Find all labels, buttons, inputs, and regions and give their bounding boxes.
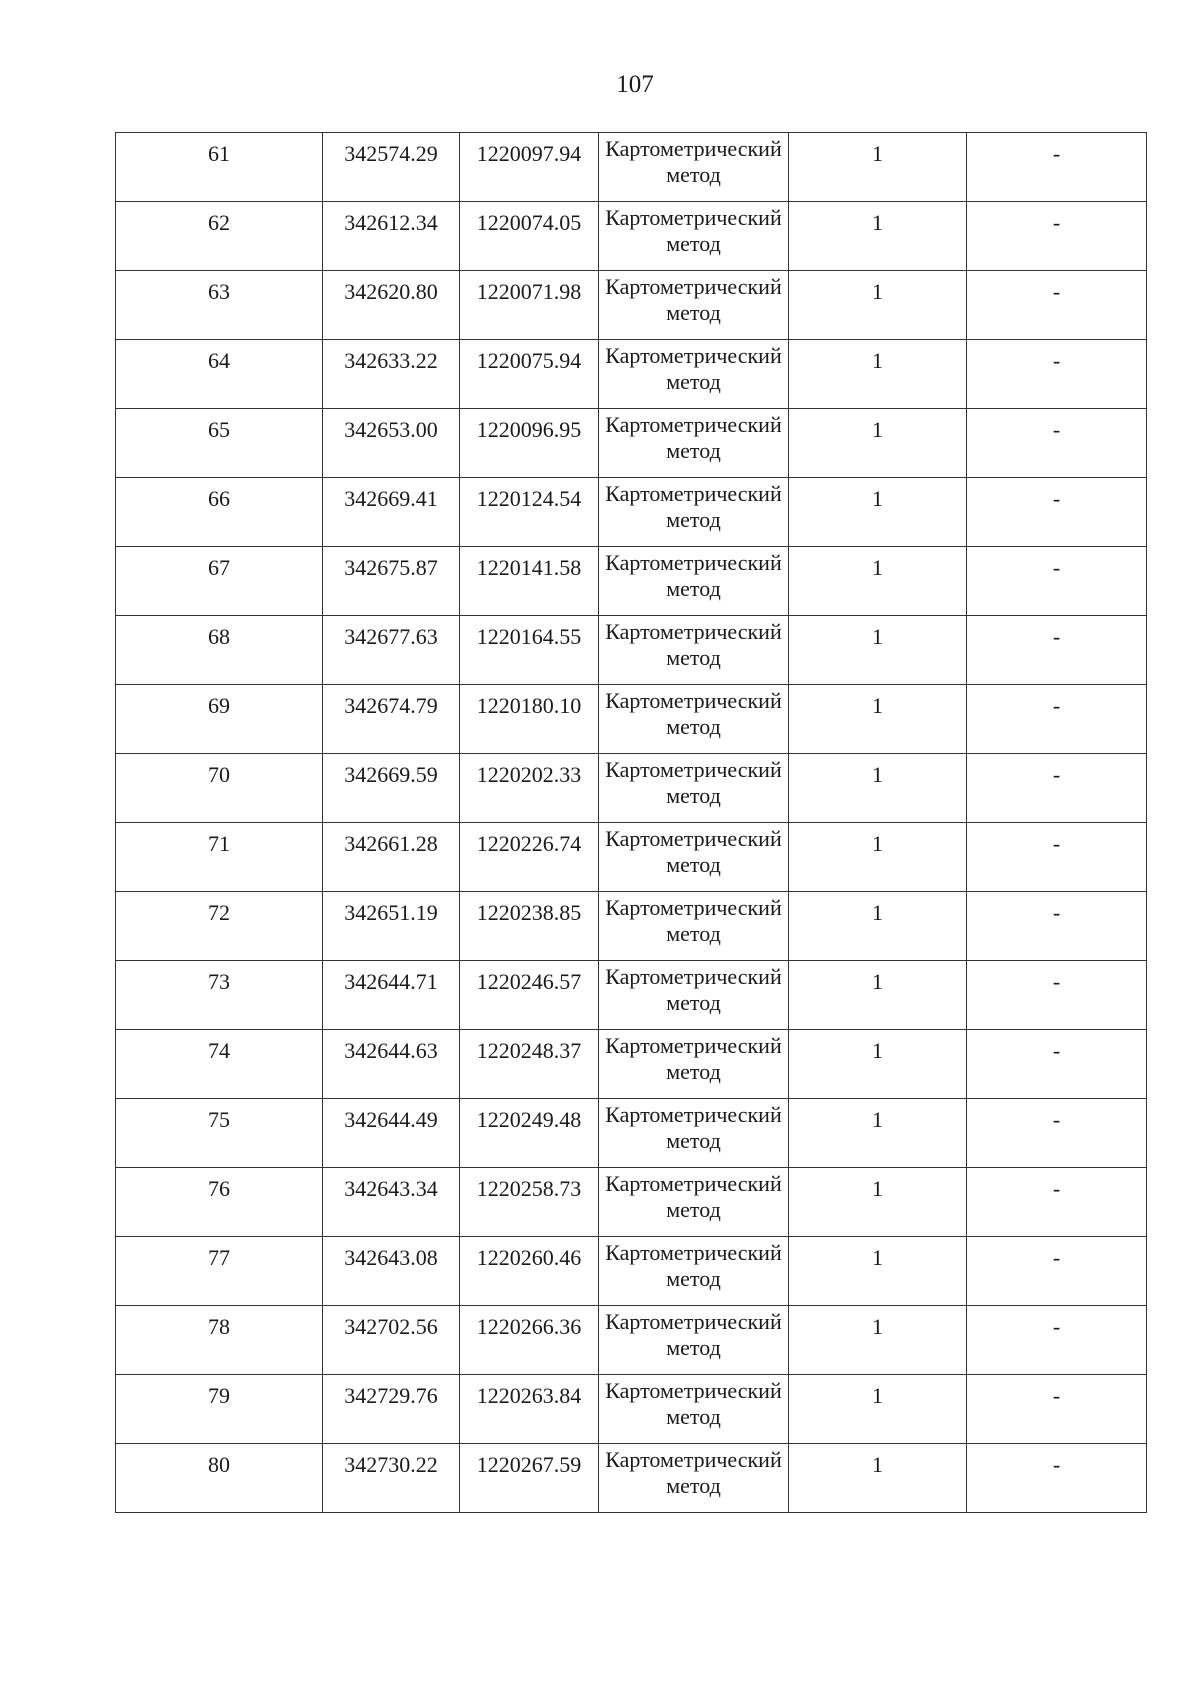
method-text: Картометрический метод [605,1033,782,1084]
table-row [116,340,1147,409]
method-cell [599,133,789,202]
method-text: Картометрический метод [605,343,782,394]
x-coordinate-cell: 342643.08 [323,1237,460,1306]
x-coordinate-cell: 342729.76 [323,1375,460,1444]
y-coordinate-cell: 1220238.85 [460,892,599,961]
method-cell [599,340,789,409]
method-text: Картометрический метод [605,1240,782,1291]
description-cell: - [967,823,1147,892]
point-number-cell: 66 [116,478,323,547]
accuracy-cell: 1 [789,340,967,409]
y-coordinate-cell: 1220097.94 [460,133,599,202]
y-coordinate-cell: 1220071.98 [460,271,599,340]
description-cell: - [967,1237,1147,1306]
point-number-cell: 65 [116,409,323,478]
method-cell [599,685,789,754]
method-cell [599,271,789,340]
table-row [116,1099,1147,1168]
accuracy-cell: 1 [789,1030,967,1099]
y-coordinate-cell: 1220246.57 [460,961,599,1030]
point-number-cell: 67 [116,547,323,616]
y-coordinate-cell: 1220267.59 [460,1444,599,1513]
description-cell: - [967,478,1147,547]
y-coordinate-cell: 1220075.94 [460,340,599,409]
table-row [116,1444,1147,1513]
method-text: Картометрический метод [605,964,782,1015]
table-row [116,961,1147,1030]
point-number-cell: 62 [116,202,323,271]
accuracy-cell: 1 [789,1168,967,1237]
method-cell [599,616,789,685]
coordinates-table-body [116,133,1147,1513]
accuracy-cell: 1 [789,685,967,754]
point-number-cell: 74 [116,1030,323,1099]
x-coordinate-cell: 342675.87 [323,547,460,616]
y-coordinate-cell: 1220141.58 [460,547,599,616]
accuracy-cell: 1 [789,271,967,340]
point-number-cell: 70 [116,754,323,823]
y-coordinate-cell: 1220249.48 [460,1099,599,1168]
accuracy-cell: 1 [789,1099,967,1168]
method-text: Картометрический метод [605,895,782,946]
x-coordinate-cell: 342730.22 [323,1444,460,1513]
description-cell: - [967,1099,1147,1168]
method-text: Картометрический метод [605,619,782,670]
y-coordinate-cell: 1220202.33 [460,754,599,823]
y-coordinate-cell: 1220164.55 [460,616,599,685]
y-coordinate-cell: 1220096.95 [460,409,599,478]
table-row [116,1306,1147,1375]
accuracy-cell: 1 [789,823,967,892]
method-text: Картометрический метод [605,1378,782,1429]
method-text: Картометрический метод [605,688,782,739]
description-cell: - [967,1306,1147,1375]
method-text: Картометрический метод [605,1447,782,1498]
method-cell [599,961,789,1030]
y-coordinate-cell: 1220260.46 [460,1237,599,1306]
method-text: Картометрический метод [605,826,782,877]
table-row [116,892,1147,961]
point-number-cell: 77 [116,1237,323,1306]
x-coordinate-cell: 342677.63 [323,616,460,685]
method-cell [599,892,789,961]
method-text: Картометрический метод [605,136,782,187]
accuracy-cell: 1 [789,754,967,823]
description-cell: - [967,340,1147,409]
method-text: Картометрический метод [605,412,782,463]
table-row [116,1168,1147,1237]
accuracy-cell: 1 [789,961,967,1030]
point-number-cell: 69 [116,685,323,754]
point-number-cell: 61 [116,133,323,202]
x-coordinate-cell: 342612.34 [323,202,460,271]
method-cell [599,1306,789,1375]
method-text: Картометрический метод [605,757,782,808]
description-cell: - [967,754,1147,823]
point-number-cell: 78 [116,1306,323,1375]
coordinates-table [115,132,1147,1513]
point-number-cell: 68 [116,616,323,685]
description-cell: - [967,133,1147,202]
x-coordinate-cell: 342644.63 [323,1030,460,1099]
point-number-cell: 63 [116,271,323,340]
table-row [116,202,1147,271]
accuracy-cell: 1 [789,1306,967,1375]
accuracy-cell: 1 [789,616,967,685]
method-cell [599,1030,789,1099]
description-cell: - [967,547,1147,616]
x-coordinate-cell: 342669.59 [323,754,460,823]
description-cell: - [967,1375,1147,1444]
x-coordinate-cell: 342643.34 [323,1168,460,1237]
point-number-cell: 75 [116,1099,323,1168]
description-cell: - [967,892,1147,961]
table-row [116,1030,1147,1099]
table-row [116,616,1147,685]
accuracy-cell: 1 [789,202,967,271]
x-coordinate-cell: 342674.79 [323,685,460,754]
accuracy-cell: 1 [789,892,967,961]
accuracy-cell: 1 [789,1237,967,1306]
method-cell [599,1375,789,1444]
point-number-cell: 72 [116,892,323,961]
description-cell: - [967,685,1147,754]
point-number-cell: 79 [116,1375,323,1444]
table-row [116,1375,1147,1444]
method-cell [599,478,789,547]
x-coordinate-cell: 342651.19 [323,892,460,961]
accuracy-cell: 1 [789,547,967,616]
method-text: Картометрический метод [605,205,782,256]
accuracy-cell: 1 [789,1444,967,1513]
point-number-cell: 71 [116,823,323,892]
table-row [116,478,1147,547]
x-coordinate-cell: 342620.80 [323,271,460,340]
y-coordinate-cell: 1220074.05 [460,202,599,271]
y-coordinate-cell: 1220248.37 [460,1030,599,1099]
y-coordinate-cell: 1220124.54 [460,478,599,547]
x-coordinate-cell: 342574.29 [323,133,460,202]
method-text: Картометрический метод [605,1309,782,1360]
description-cell: - [967,1444,1147,1513]
y-coordinate-cell: 1220258.73 [460,1168,599,1237]
description-cell: - [967,1030,1147,1099]
description-cell: - [967,1168,1147,1237]
method-cell [599,1237,789,1306]
method-cell [599,1168,789,1237]
x-coordinate-cell: 342633.22 [323,340,460,409]
method-cell [599,409,789,478]
x-coordinate-cell: 342653.00 [323,409,460,478]
x-coordinate-cell: 342702.56 [323,1306,460,1375]
x-coordinate-cell: 342661.28 [323,823,460,892]
method-cell [599,754,789,823]
description-cell: - [967,202,1147,271]
description-cell: - [967,271,1147,340]
table-row [116,547,1147,616]
y-coordinate-cell: 1220180.10 [460,685,599,754]
point-number-cell: 64 [116,340,323,409]
table-row [116,271,1147,340]
table-row [116,754,1147,823]
y-coordinate-cell: 1220263.84 [460,1375,599,1444]
table-row [116,1237,1147,1306]
x-coordinate-cell: 342644.71 [323,961,460,1030]
point-number-cell: 73 [116,961,323,1030]
x-coordinate-cell: 342669.41 [323,478,460,547]
accuracy-cell: 1 [789,133,967,202]
method-text: Картометрический метод [605,1102,782,1153]
accuracy-cell: 1 [789,1375,967,1444]
method-cell [599,202,789,271]
method-text: Картометрический метод [605,550,782,601]
method-cell [599,823,789,892]
method-text: Картометрический метод [605,274,782,325]
method-text: Картометрический метод [605,481,782,532]
method-cell [599,1099,789,1168]
table-row [116,133,1147,202]
method-cell [599,1444,789,1513]
y-coordinate-cell: 1220226.74 [460,823,599,892]
accuracy-cell: 1 [789,409,967,478]
table-row [116,823,1147,892]
point-number-cell: 80 [116,1444,323,1513]
description-cell: - [967,961,1147,1030]
method-cell [599,547,789,616]
y-coordinate-cell: 1220266.36 [460,1306,599,1375]
table-row [116,409,1147,478]
method-text: Картометрический метод [605,1171,782,1222]
page-number: 107 [616,71,654,98]
point-number-cell: 76 [116,1168,323,1237]
x-coordinate-cell: 342644.49 [323,1099,460,1168]
accuracy-cell: 1 [789,478,967,547]
description-cell: - [967,616,1147,685]
description-cell: - [967,409,1147,478]
table-row [116,685,1147,754]
